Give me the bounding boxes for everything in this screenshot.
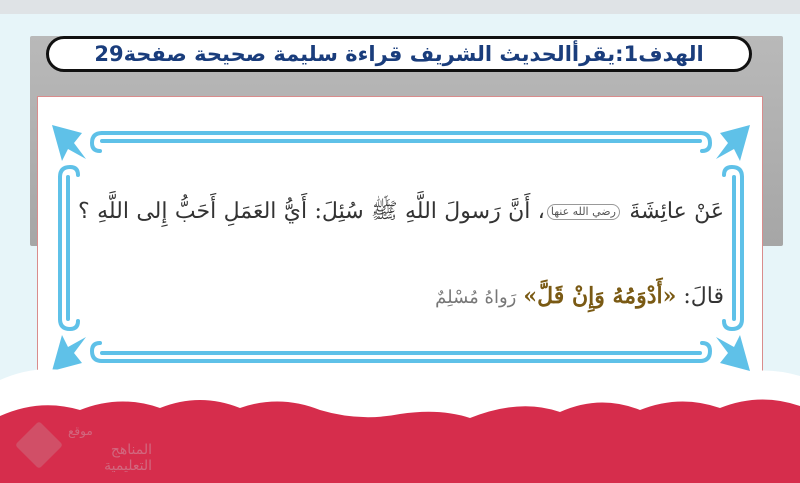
watermark-logo [22, 418, 152, 474]
hadith-intro: ، أَنَّ رَسولَ اللَّهِ [405, 199, 545, 224]
narrator-honorific: رضي الله عنها [547, 204, 620, 220]
hadith-answer: «أَدْوَمُهُ وَإِنْ قَلَّ» [523, 283, 677, 309]
page-title [94, 42, 703, 66]
hadith-narrator: عَنْ عائِشَةَ [629, 199, 724, 224]
title-number: 1 [623, 42, 639, 66]
title-bar [46, 36, 752, 72]
hadith-source: رَواهُ مُسْلِمٌ [435, 287, 517, 308]
top-strip [0, 0, 800, 14]
watermark-line1: موقع [68, 424, 93, 438]
title-page-number: 29 [94, 42, 124, 66]
prophet-honorific: ﷺ [371, 199, 398, 224]
watermark-line2: المناهج التعليمية [104, 442, 152, 474]
title-text: :يقرأالحديث الشريف قراءة سليمة صحيحة صفحة [123, 42, 624, 66]
hadith-text [78, 170, 724, 340]
watermark-square-icon [15, 421, 63, 469]
hadith-question: سُئِلَ: أَيُّ العَمَلِ أَحَبُّ إِلى اللَّهِ ؟ قالَ: [78, 199, 724, 309]
title-prefix: الهدف [638, 42, 704, 66]
